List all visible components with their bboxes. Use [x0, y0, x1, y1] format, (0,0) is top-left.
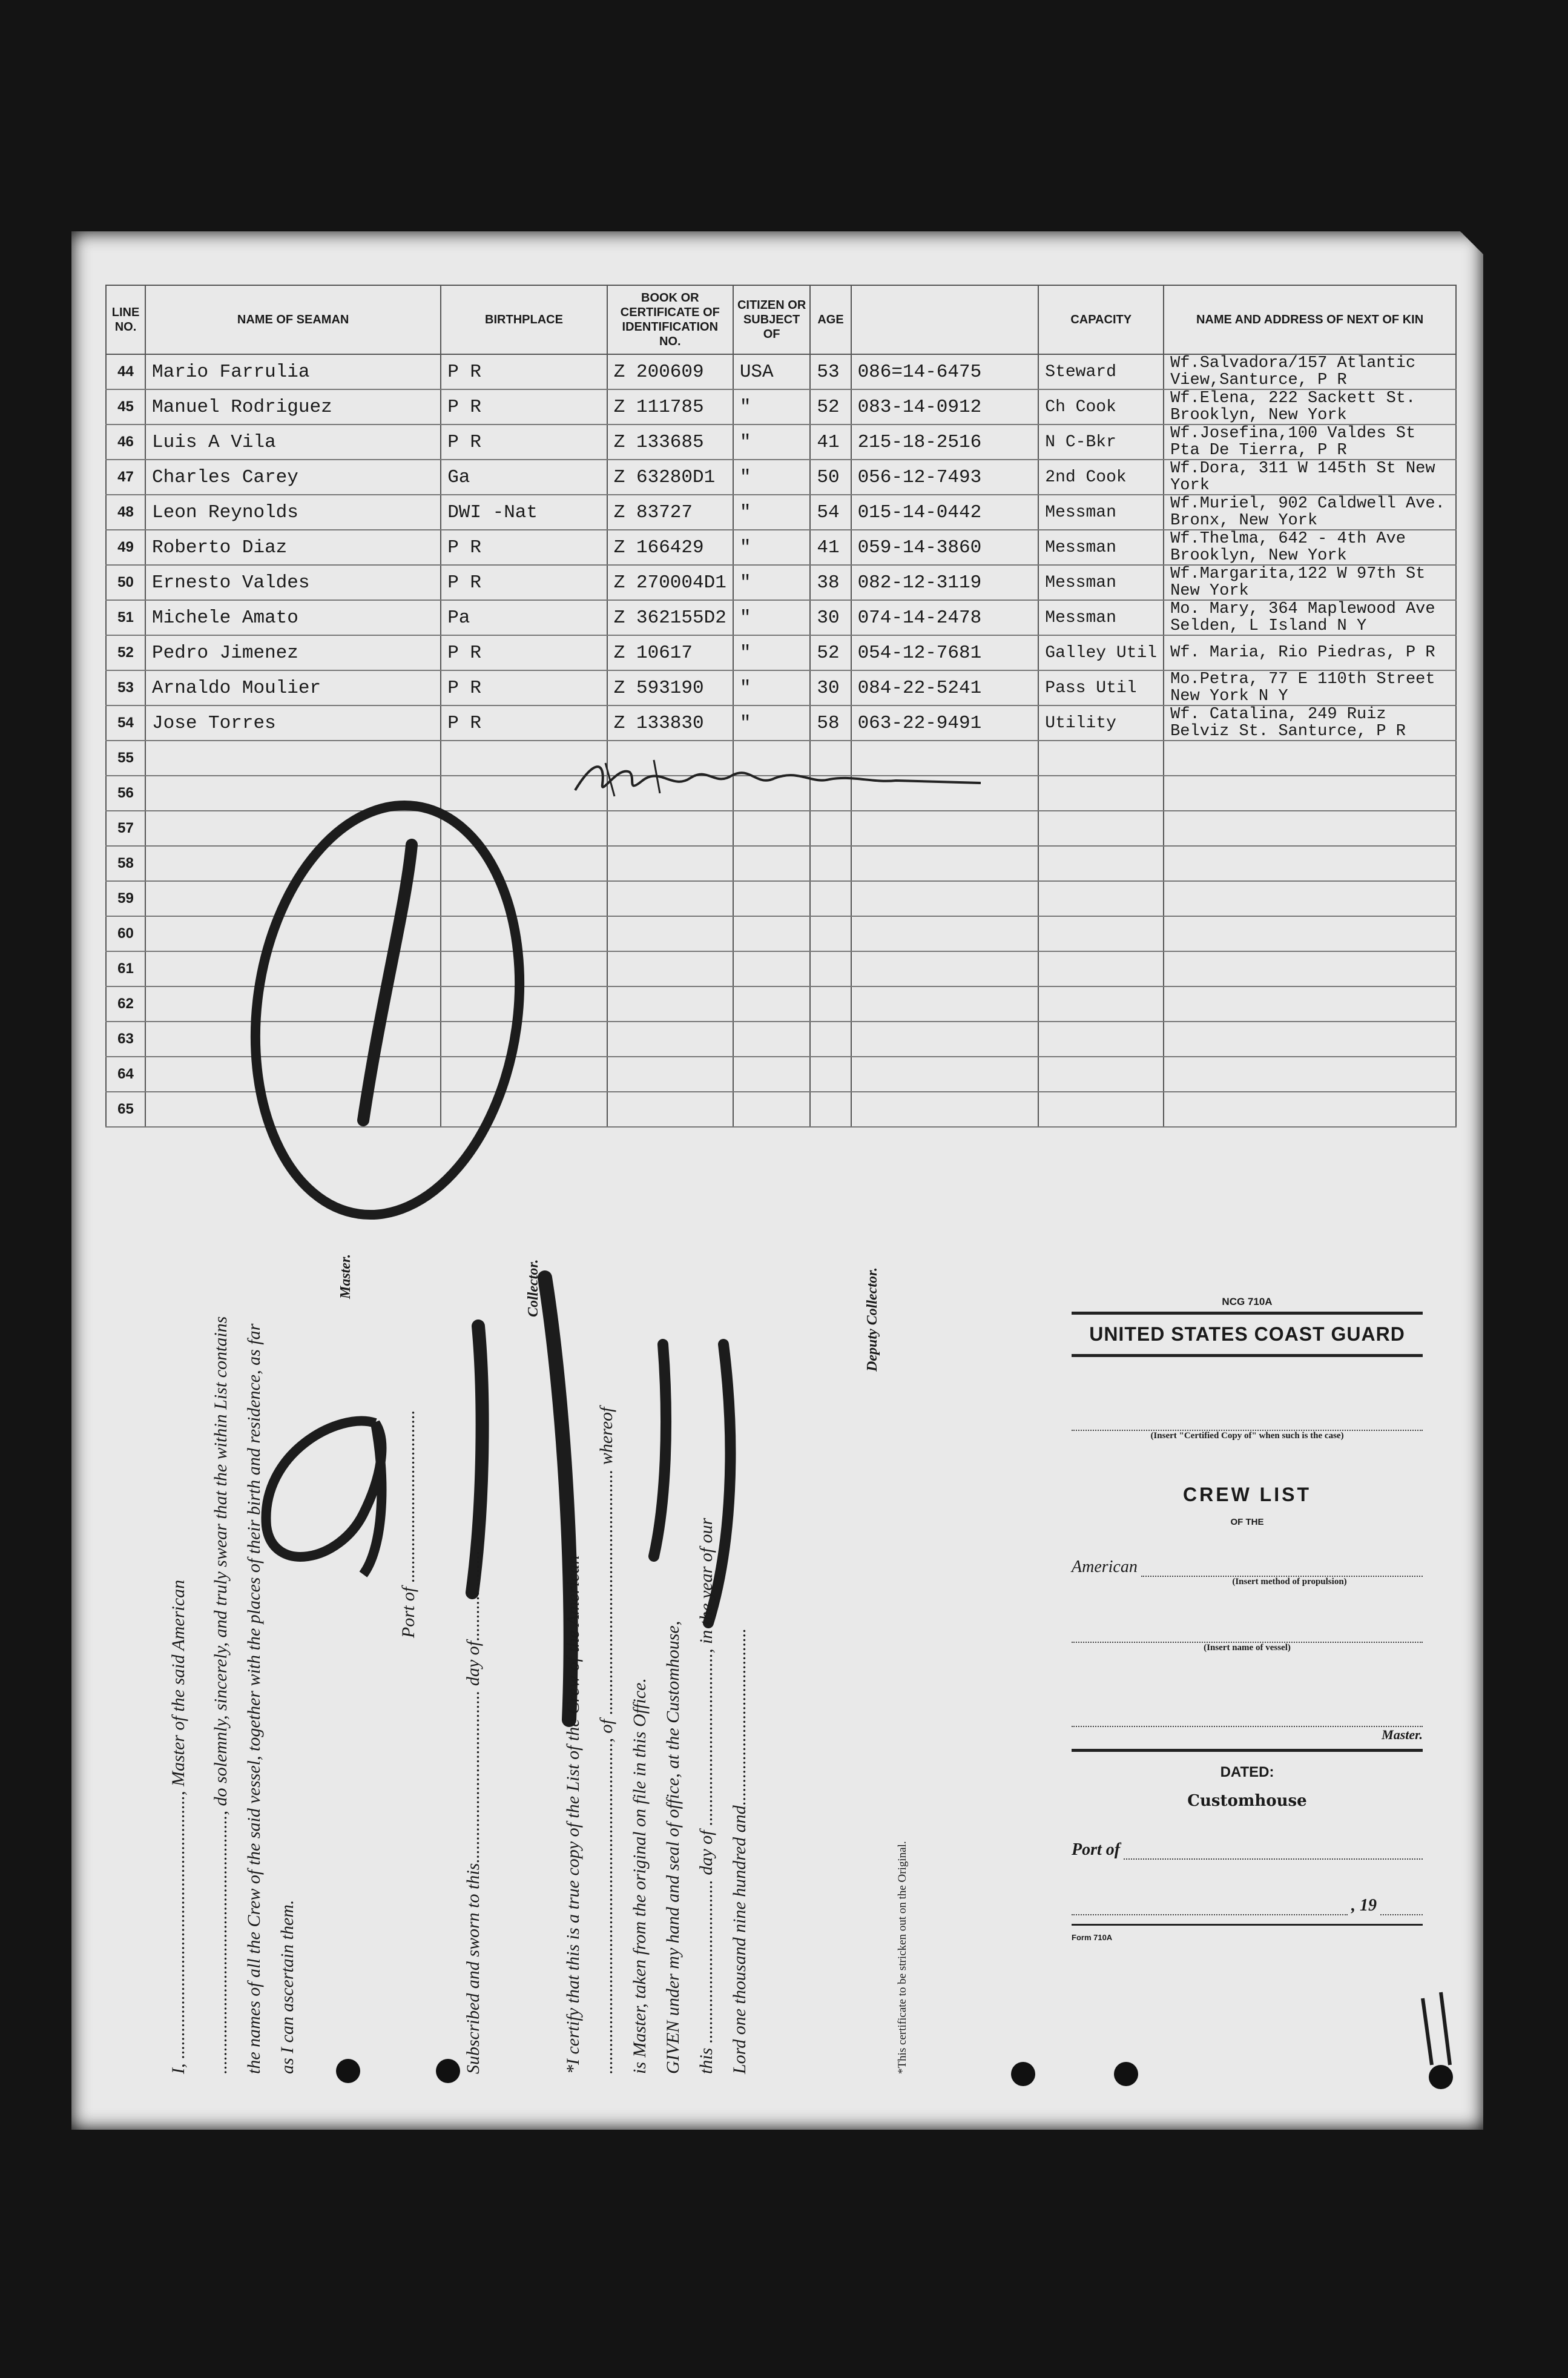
age: 52 — [810, 389, 851, 424]
birthplace — [441, 811, 607, 846]
row-line: 61 — [106, 951, 145, 986]
row-line: 52 — [106, 635, 145, 670]
header-blank — [851, 285, 1039, 354]
birthplace — [441, 1092, 607, 1127]
certificate-number: Z 83727 — [607, 495, 733, 530]
citizenship: " — [733, 705, 811, 741]
table-row — [106, 1092, 1456, 1127]
birthplace: Ga — [441, 460, 607, 495]
next-of-kin — [1164, 776, 1456, 811]
table-row — [106, 846, 1456, 881]
citizenship — [733, 846, 811, 881]
capacity: Galley Util — [1038, 635, 1164, 670]
seaman-name — [145, 1092, 441, 1127]
birthplace: P R — [441, 389, 607, 424]
age: 54 — [810, 495, 851, 530]
insert-name-note: (Insert name of vessel) — [1204, 1643, 1291, 1653]
age — [810, 986, 851, 1022]
seaman-name: Manuel Rodriguez — [145, 389, 441, 424]
capacity — [1038, 1022, 1164, 1057]
header-kin: NAME AND ADDRESS OF NEXT OF KIN — [1164, 285, 1456, 354]
citizenship — [733, 951, 811, 986]
ssn: 015-14-0442 — [851, 495, 1039, 530]
capacity: Messman — [1038, 600, 1164, 635]
seaman-name: Pedro Jimenez — [145, 635, 441, 670]
certify-line-3: is Master, taken from the original on file in this Office. — [630, 1678, 650, 2074]
citizenship — [733, 1092, 811, 1127]
table-row — [106, 881, 1456, 916]
next-of-kin — [1164, 1057, 1456, 1092]
row-line: 45 — [106, 389, 145, 424]
age — [810, 1057, 851, 1092]
age: 58 — [810, 705, 851, 741]
deputy-collector-label: Deputy Collector. — [865, 1267, 880, 1372]
birthplace: P R — [441, 565, 607, 600]
birthplace — [441, 1022, 607, 1057]
capacity — [1038, 951, 1164, 986]
seaman-name — [145, 811, 441, 846]
age — [810, 811, 851, 846]
next-of-kin: Wf.Thelma, 642 - 4th Ave Brooklyn, New York — [1164, 530, 1456, 565]
citizenship: USA — [733, 354, 811, 389]
certificate-number — [607, 881, 733, 916]
table-header-row — [106, 285, 1456, 354]
table-row — [106, 635, 1456, 670]
certificate-number: Z 133685 — [607, 424, 733, 460]
next-of-kin — [1164, 811, 1456, 846]
seaman-name — [145, 776, 441, 811]
capacity: N C-Bkr — [1038, 424, 1164, 460]
row-line: 58 — [106, 846, 145, 881]
next-of-kin: Wf.Elena, 222 Sackett St. Brooklyn, New York — [1164, 389, 1456, 424]
ssn: 056-12-7493 — [851, 460, 1039, 495]
crew-table-body — [106, 354, 1456, 1127]
org-title: UNITED STATES COAST GUARD — [1089, 1323, 1405, 1345]
seaman-name — [145, 916, 441, 951]
birthplace — [441, 846, 607, 881]
collector-label: Collector. — [525, 1259, 541, 1317]
table-row — [106, 705, 1456, 741]
citizenship — [733, 1057, 811, 1092]
birthplace: P R — [441, 670, 607, 705]
american-field: American — [1072, 1557, 1423, 1577]
header-age: AGE — [810, 285, 851, 354]
row-line: 50 — [106, 565, 145, 600]
age: 38 — [810, 565, 851, 600]
master-label: Master. — [338, 1253, 354, 1299]
seaman-name: Mario Farrulia — [145, 354, 441, 389]
citizenship — [733, 881, 811, 916]
header-capacity: CAPACITY — [1038, 285, 1164, 354]
ssn — [851, 916, 1039, 951]
certificate-number — [607, 1022, 733, 1057]
citizenship: " — [733, 460, 811, 495]
seaman-name: Leon Reynolds — [145, 495, 441, 530]
birthplace — [441, 881, 607, 916]
birthplace: P R — [441, 705, 607, 741]
citizenship: " — [733, 565, 811, 600]
certificate-number — [607, 986, 733, 1022]
certify-line-2: ........................................................................., of ...................................................... whereof — [596, 1407, 616, 2074]
capacity: Messman — [1038, 530, 1164, 565]
birthplace: P R — [441, 354, 607, 389]
port-of-label: Port of ...................................... — [398, 1410, 418, 1638]
form-number: Form 710A — [1072, 1933, 1113, 1942]
table-row — [106, 1057, 1456, 1092]
ssn — [851, 986, 1039, 1022]
certificate-number: Z 63280D1 — [607, 460, 733, 495]
citizenship — [733, 916, 811, 951]
capacity — [1038, 916, 1164, 951]
row-line: 46 — [106, 424, 145, 460]
birthplace — [441, 1057, 607, 1092]
capacity — [1038, 986, 1164, 1022]
form-code: NCG 710A — [1222, 1296, 1273, 1307]
capacity: Messman — [1038, 495, 1164, 530]
row-line: 55 — [106, 741, 145, 776]
age — [810, 881, 851, 916]
next-of-kin — [1164, 881, 1456, 916]
birthplace: Pa — [441, 600, 607, 635]
header-citizen: CITIZEN OR SUBJECT OF — [733, 285, 811, 354]
capacity: Pass Util — [1038, 670, 1164, 705]
master-cover-label: Master. — [1382, 1727, 1423, 1742]
capacity — [1038, 811, 1164, 846]
table-row — [106, 495, 1456, 530]
next-of-kin — [1164, 986, 1456, 1022]
insert-certified-note: (Insert "Certified Copy of" when such is the case) — [1150, 1431, 1344, 1441]
capacity: Messman — [1038, 565, 1164, 600]
insert-method-note: (Insert method of propulsion) — [1232, 1577, 1347, 1587]
citizenship: " — [733, 530, 811, 565]
birthplace: P R — [441, 635, 607, 670]
header-book: BOOK OR CERTIFICATE OF IDENTIFICATION NO. — [607, 285, 733, 354]
certificate-number — [607, 951, 733, 986]
age: 30 — [810, 600, 851, 635]
ssn — [851, 811, 1039, 846]
table-row — [106, 354, 1456, 389]
next-of-kin — [1164, 1092, 1456, 1127]
birthplace: P R — [441, 424, 607, 460]
ssn — [851, 1092, 1039, 1127]
table-row — [106, 460, 1456, 495]
seaman-name: Arnaldo Moulier — [145, 670, 441, 705]
oath-block — [163, 1232, 963, 2080]
ssn — [851, 1057, 1039, 1092]
certificate-number: Z 111785 — [607, 389, 733, 424]
row-line: 60 — [106, 916, 145, 951]
certify-line-1: *I certify that this is a true copy of the List of the Crew of the American — [563, 1555, 583, 2074]
oath-line-3: the names of all the Crew of the said vessel, together with the places of their birth and residence, as far — [244, 1323, 264, 2074]
oath-line-1: I, .........................................................., Master of the said American — [168, 1579, 188, 2074]
row-line: 47 — [106, 460, 145, 495]
dated-label: DATED: — [1220, 1764, 1274, 1780]
age: 50 — [810, 460, 851, 495]
birthplace — [441, 986, 607, 1022]
ssn: 059-14-3860 — [851, 530, 1039, 565]
age: 41 — [810, 530, 851, 565]
table-row — [106, 986, 1456, 1022]
capacity — [1038, 881, 1164, 916]
signature-mark — [569, 754, 993, 802]
certificate-number: Z 200609 — [607, 354, 733, 389]
row-line: 49 — [106, 530, 145, 565]
table-row — [106, 565, 1456, 600]
ssn: 215-18-2516 — [851, 424, 1039, 460]
row-line: 57 — [106, 811, 145, 846]
footnote: *This certificate to be stricken out on the Original. — [896, 1841, 909, 2074]
citizenship: " — [733, 389, 811, 424]
citizenship: " — [733, 495, 811, 530]
age: 52 — [810, 635, 851, 670]
next-of-kin: Wf. Catalina, 249 Ruiz Belviz St. Santurce, P R — [1164, 705, 1456, 741]
seaman-name: Roberto Diaz — [145, 530, 441, 565]
ssn — [851, 951, 1039, 986]
ssn: 083-14-0912 — [851, 389, 1039, 424]
age: 30 — [810, 670, 851, 705]
table-row — [106, 1022, 1456, 1057]
row-line: 64 — [106, 1057, 145, 1092]
table-row — [106, 530, 1456, 565]
ssn: 074-14-2478 — [851, 600, 1039, 635]
row-line: 44 — [106, 354, 145, 389]
seaman-name: Jose Torres — [145, 705, 441, 741]
next-of-kin — [1164, 951, 1456, 986]
next-of-kin: Wf.Margarita,122 W 97th St New York — [1164, 565, 1456, 600]
capacity: Utility — [1038, 705, 1164, 741]
certificate-number — [607, 846, 733, 881]
seaman-name — [145, 741, 441, 776]
certificate-number: Z 270004D1 — [607, 565, 733, 600]
age — [810, 951, 851, 986]
row-line: 56 — [106, 776, 145, 811]
cover-panel — [1072, 1296, 1423, 1942]
next-of-kin — [1164, 741, 1456, 776]
capacity: Ch Cook — [1038, 389, 1164, 424]
ssn: 084-22-5241 — [851, 670, 1039, 705]
seaman-name: Ernesto Valdes — [145, 565, 441, 600]
citizenship — [733, 1022, 811, 1057]
row-line: 51 — [106, 600, 145, 635]
customhouse-label: Customhouse — [1187, 1792, 1307, 1810]
crew-list-title: CREW LIST — [1183, 1484, 1311, 1505]
age — [810, 1092, 851, 1127]
seaman-name: Charles Carey — [145, 460, 441, 495]
next-of-kin: Wf.Josefina,100 Valdes St Pta De Tierra, P R — [1164, 424, 1456, 460]
citizenship: " — [733, 424, 811, 460]
age — [810, 846, 851, 881]
table-row — [106, 951, 1456, 986]
age — [810, 916, 851, 951]
ssn: 054-12-7681 — [851, 635, 1039, 670]
header-name: NAME OF SEAMAN — [145, 285, 441, 354]
table-row — [106, 389, 1456, 424]
row-line: 59 — [106, 881, 145, 916]
seaman-name — [145, 951, 441, 986]
birthplace: DWI -Nat — [441, 495, 607, 530]
capacity: Steward — [1038, 354, 1164, 389]
citizenship: " — [733, 600, 811, 635]
certificate-number: Z 362155D2 — [607, 600, 733, 635]
citizenship — [733, 811, 811, 846]
header-line: LINE NO. — [106, 285, 145, 354]
capacity: 2nd Cook — [1038, 460, 1164, 495]
certificate-number: Z 166429 — [607, 530, 733, 565]
age: 41 — [810, 424, 851, 460]
capacity — [1038, 846, 1164, 881]
certificate-number: Z 10617 — [607, 635, 733, 670]
certificate-number — [607, 916, 733, 951]
certificate-number — [607, 811, 733, 846]
ssn — [851, 881, 1039, 916]
next-of-kin — [1164, 916, 1456, 951]
ssn — [851, 846, 1039, 881]
crew-table — [105, 285, 1457, 1128]
row-line: 54 — [106, 705, 145, 741]
certify-line-4: GIVEN under my hand and seal of office, at the Customhouse, — [663, 1620, 683, 2074]
next-of-kin — [1164, 1022, 1456, 1057]
seaman-name: Michele Amato — [145, 600, 441, 635]
row-line: 48 — [106, 495, 145, 530]
oath-line-4: as I can ascertain them. — [277, 1900, 297, 2074]
year-field: , 19 — [1072, 1896, 1423, 1915]
certificate-number — [607, 1092, 733, 1127]
capacity — [1038, 1057, 1164, 1092]
table-row — [106, 916, 1456, 951]
ssn: 082-12-3119 — [851, 565, 1039, 600]
capacity — [1038, 776, 1164, 811]
certificate-number — [607, 1057, 733, 1092]
citizenship: " — [733, 635, 811, 670]
seaman-name: Luis A Vila — [145, 424, 441, 460]
certify-line-6: Lord one thousand nine hundred and....................................... — [730, 1628, 749, 2074]
subscribed-line: Subscribed and sworn to this...................................... day of.................... — [463, 1550, 483, 2074]
row-line: 62 — [106, 986, 145, 1022]
ssn: 063-22-9491 — [851, 705, 1039, 741]
next-of-kin: Wf.Muriel, 902 Caldwell Ave. Bronx, New York — [1164, 495, 1456, 530]
of-the-label: OF THE — [1230, 1517, 1264, 1527]
certify-line-5: this .................................... day of ......................................, in the year of our — [696, 1518, 716, 2074]
seaman-name — [145, 881, 441, 916]
birthplace — [441, 951, 607, 986]
seaman-name — [145, 846, 441, 881]
port-of-field: Port of — [1072, 1840, 1423, 1860]
seaman-name — [145, 1022, 441, 1057]
table-row — [106, 600, 1456, 635]
citizenship: " — [733, 670, 811, 705]
table-row — [106, 670, 1456, 705]
next-of-kin: Wf.Salvadora/157 Atlantic View,Santurce, P R — [1164, 354, 1456, 389]
ssn — [851, 1022, 1039, 1057]
ssn: 086=14-6475 — [851, 354, 1039, 389]
oath-line-2: ........................................................., do solemnly, sincerely, and truly swear that the within List contains — [211, 1316, 231, 2074]
certificate-number: Z 593190 — [607, 670, 733, 705]
table-row — [106, 811, 1456, 846]
age — [810, 1022, 851, 1057]
row-line: 65 — [106, 1092, 145, 1127]
birthplace — [441, 916, 607, 951]
seaman-name — [145, 1057, 441, 1092]
certificate-number: Z 133830 — [607, 705, 733, 741]
citizenship — [733, 986, 811, 1022]
next-of-kin: Wf.Dora, 311 W 145th St New York — [1164, 460, 1456, 495]
next-of-kin: Wf. Maria, Rio Piedras, P R — [1164, 635, 1456, 670]
header-birthplace: BIRTHPLACE — [441, 285, 607, 354]
next-of-kin — [1164, 846, 1456, 881]
row-line: 53 — [106, 670, 145, 705]
capacity — [1038, 741, 1164, 776]
seaman-name — [145, 986, 441, 1022]
next-of-kin: Mo.Petra, 77 E 110th Street New York N Y — [1164, 670, 1456, 705]
row-line: 63 — [106, 1022, 145, 1057]
age: 53 — [810, 354, 851, 389]
table-row — [106, 424, 1456, 460]
birthplace: P R — [441, 530, 607, 565]
capacity — [1038, 1092, 1164, 1127]
next-of-kin: Mo. Mary, 364 Maplewood Ave Selden, L Island N Y — [1164, 600, 1456, 635]
